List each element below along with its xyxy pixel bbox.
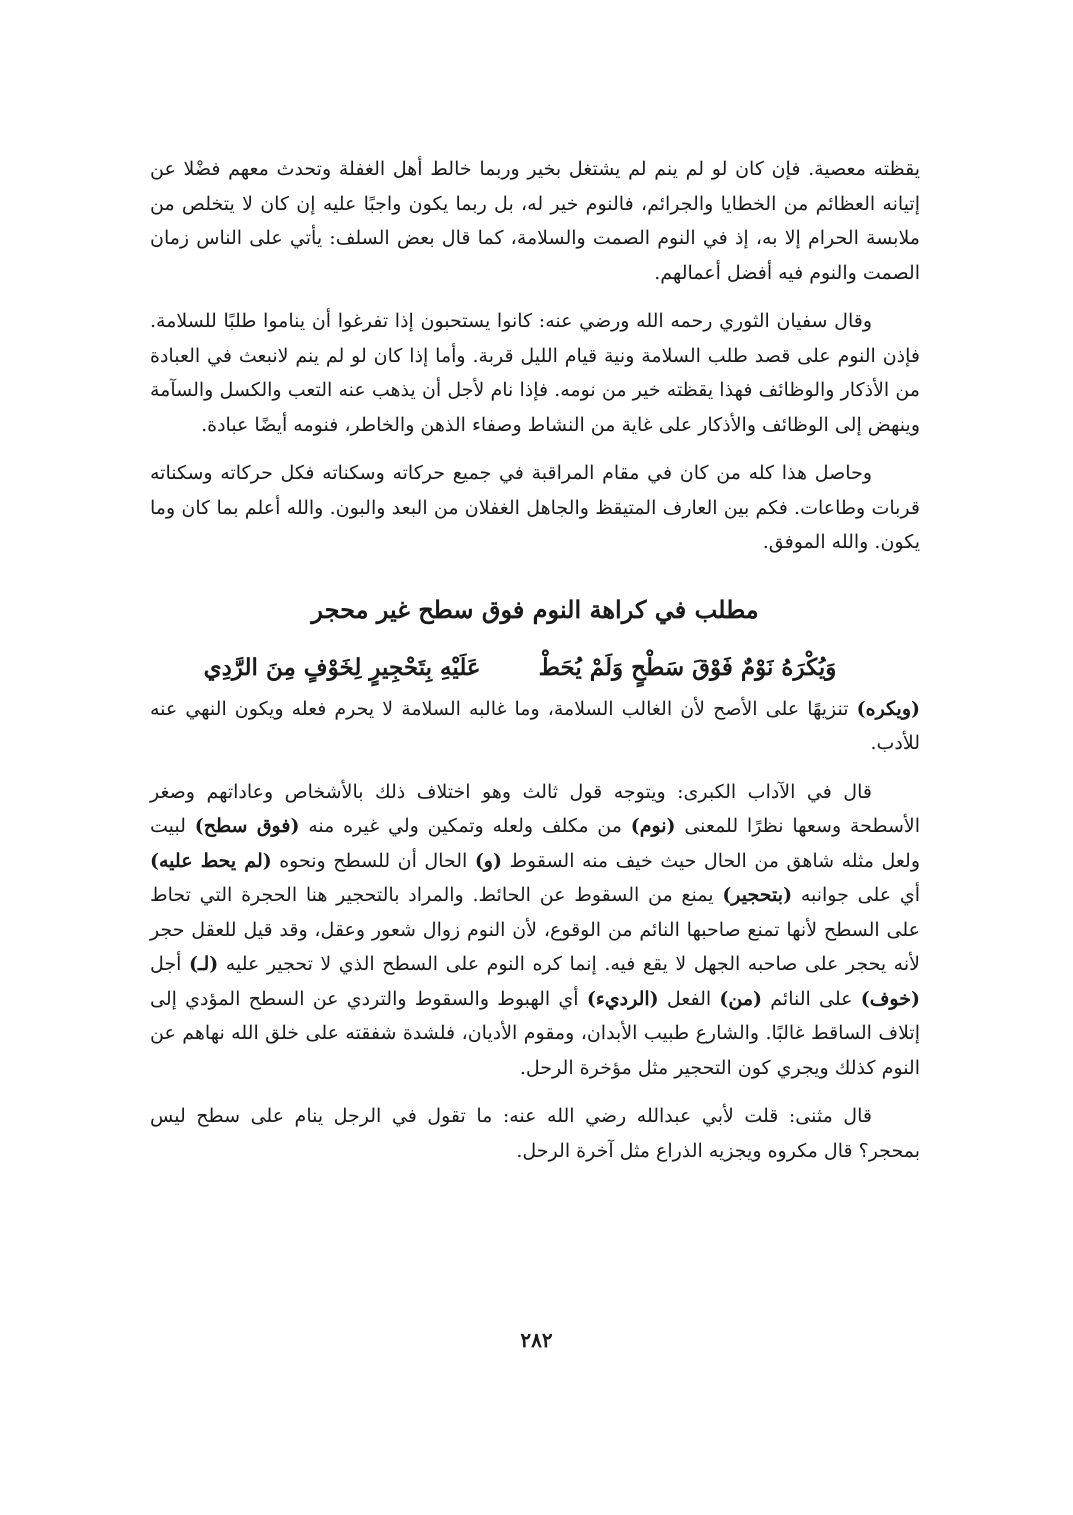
commentary-segment: الحال أن للسطح ونحوه [271,849,475,872]
commentary-term: (خوف) [860,987,920,1010]
commentary-segment: أي الهبوط والسقوط والتردي عن السطح المؤدي إلى إتلاف الساقط غالبًا. والشارع طبيب الأبدان، ومقوم الأديان، فلشدة شفقته على خلق الله نهاهم عن النوم كذلك ويجري كون التحجير مثل مؤخرة الرحل. [150,987,920,1079]
commentary-segment: لبيت ولعل مثله شاهق من الحال حيث خيف منه السقوط [150,815,920,872]
verse-second-hemistich: عَلَيْهِ بِتَحْجِيرٍ لِخَوْفٍ مِنَ الرَّدِي [203,653,481,681]
commentary-segment: من مكلف ولعله وتمكين ولي غيره منه [299,815,631,837]
commentary-term: (لم يحط عليه) [150,849,272,872]
commentary-term: (لـ) [188,953,219,975]
poem-verse [150,648,920,688]
page-body [150,152,920,1182]
commentary-text: تنزيهًا على الأصح لأن الغالب السلامة، وما غالبه السلامة لا يحرم فعله ويكون النهي عنه للأدب. [150,697,920,754]
commentary-paragraph-2 [150,775,920,1086]
commentary-term: (بتحجير) [722,884,793,906]
closing-paragraph: قال مثنى: قلت لأبي عبدالله رضي الله عنه: ما تقول في الرجل ينام على سطح ليس بمحجر؟ قال مكروه ويجزيه الذراع مثل آخرة الرحل. [150,1105,920,1162]
commentary-term: (و) [474,849,502,872]
page-number: ٢٨٢ [520,1328,553,1352]
paragraph-3: وحاصل هذا كله من كان في مقام المراقبة في جميع حركاته وسكناته فكل حركاته وسكناته قربات وطاعات. فكم بين العارف المتيقظ والجاهل الغفلان من البعد والبون. والله أعلم بما كان وما يكون. والله الموفق. [150,462,920,553]
commentary-term: (من) [719,987,763,1010]
paragraph-1: يقظته معصية. فإن كان لو لم ينم لم يشتغل بخير وربما خالط أهل الغفلة وتحدث معهم فضْلا عن إتيانه العظائم من الخطايا والجرائم، فالنوم خير له، بل ربما يكون واجبًا عليه إن كان لا يتخلص من ملابسة الحرام إلا به، إذ في النوم الصمت والسلامة، كما قال بعض السلف: يأتي على الناس زمان الصمت والنوم فيه أفضل أعمالهم. [150,158,920,284]
commentary-segment: قال في الآداب الكبرى: ويتوجه قول ثالث وهو اختلاف ذلك بالأشخاص وعاداتهم وصغر الأسطحة وسعها نظرًا للمعنى [150,780,920,837]
commentary-term: (نوم) [630,815,676,837]
paragraph-2: وقال سفيان الثوري رحمه الله ورضي عنه: كانوا يستحبون إذا تفرغوا أن يناموا طلبًا للسلامة. فإذن النوم على قصد طلب السلامة ونية قيام الليل قربة. وأما إذا كان لو لم ينم لانبعث في العبادة من الأذكار والوظائف فهذا يقظته خير من نومه. فإذا نام لأجل أن يذهب عنه التعب والكسل والسآمة وينهض إلى الوظائف والأذكار على غاية من النشاط وصفاء الذهن والخاطر، فنومه أيضًا عبادة. [150,310,920,436]
commentary-segment: أي على جوانبه [792,884,920,906]
commentary-paragraph-1 [150,692,920,761]
commentary-segment: الفعل [658,987,720,1010]
verse-first-hemistich: وَيُكْرَهُ نَوْمٌ فَوْقَ سَطْحٍ وَلَمْ يُحَطْ [538,653,837,681]
commentary-term: (الرديء) [586,987,659,1010]
commentary-term: (ويكره) [856,697,920,720]
commentary-term: (فوق سطح) [194,815,300,837]
commentary-segment: على النائم [762,987,861,1010]
section-heading: مطلب في كراهة النوم فوق سطح غير محجر [311,594,759,624]
commentary-segment: يمنع من السقوط عن الحائط. والمراد بالتحجير هنا الحجرة التي تحاط على السطح لأنها تمنع صاحبها النائم من الوقوع، لأن النوم زوال شعور وعقل، وقد قيل للعقل حجر لأنه يحجر على صاحبه الجهل لا يقع فيه. إنما كره النوم على السطح الذي لا تحجير عليه [150,884,920,975]
commentary-segment: أجل [150,953,189,975]
